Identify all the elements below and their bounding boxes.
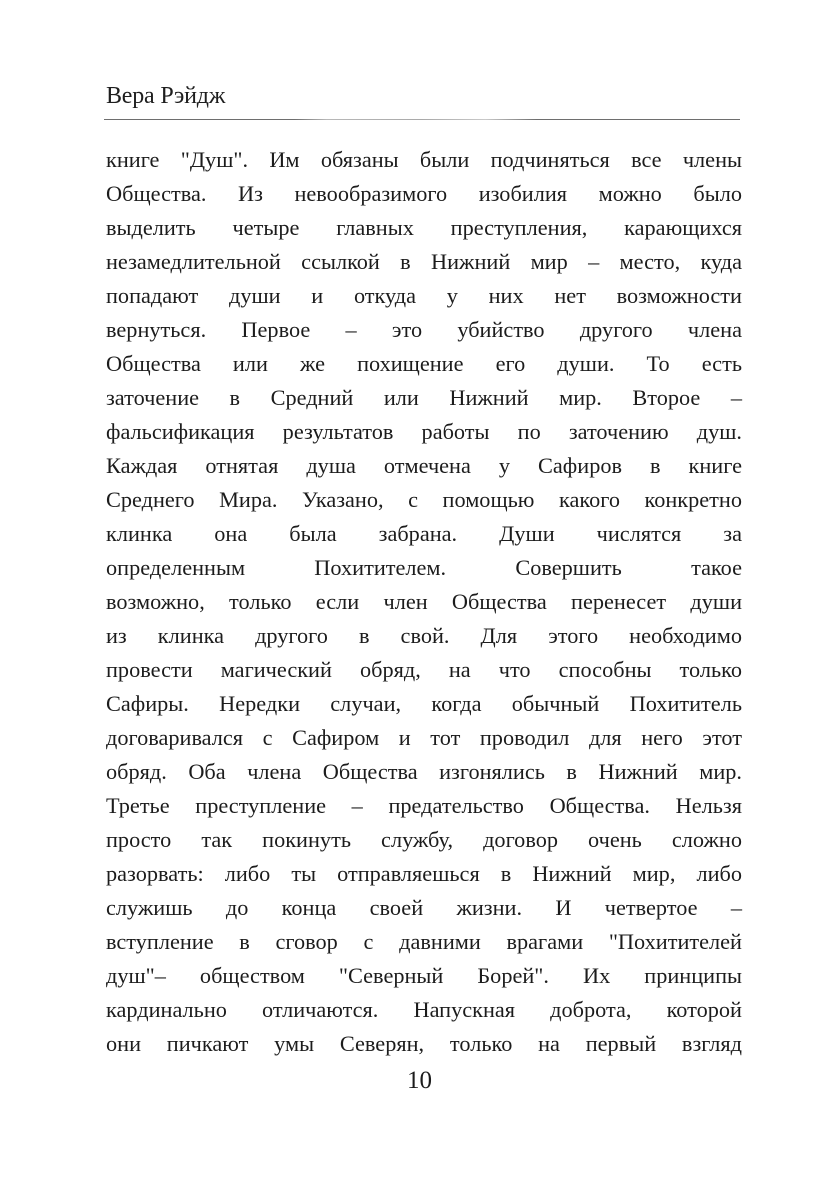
text-line: Общества. Из невообразимого изобилия можно было: [106, 181, 742, 206]
text-line: кардинально отличаются. Напускная доброта, которой: [106, 997, 742, 1022]
text-line: Каждая отнятая душа отмечена у Сафиров в книге: [106, 453, 742, 478]
page-number: 10: [407, 1067, 432, 1094]
text-line: Среднего Мира. Указано, с помощью какого конкретно: [106, 487, 742, 512]
text-line: служишь до конца своей жизни. И четвертое –: [106, 895, 742, 920]
text-line: вернуться. Первое – это убийство другого члена: [106, 317, 742, 342]
text-line: клинка она была забрана. Души числятся за: [106, 521, 742, 546]
text-line: душ"– обществом "Северный Борей". Их принципы: [106, 963, 742, 988]
text-line: Сафиры. Нередки случаи, когда обычный Похититель: [106, 691, 742, 716]
text-line: просто так покинуть службу, договор очень сложно: [106, 827, 742, 852]
text-line: выделить четыре главных преступления, карающихся: [106, 215, 742, 240]
text-line: Общества или же похищение его души. То есть: [106, 351, 742, 376]
text-line: возможно, только если член Общества перенесет души: [106, 589, 742, 614]
running-header-author: Вера Рэйдж: [106, 83, 226, 109]
text-line: из клинка другого в свой. Для этого необходимо: [106, 623, 742, 648]
page-body-text: [106, 143, 742, 1061]
text-line: они пичкают умы Северян, только на первый взгляд: [106, 1031, 742, 1056]
text-line: Третье преступление – предательство Общества. Нельзя: [106, 793, 742, 818]
text-line: незамедлительной ссылкой в Нижний мир – место, куда: [106, 249, 742, 274]
text-line: провести магический обряд, на что способны только: [106, 657, 742, 682]
text-line: вступление в сговор с давними врагами "Похитителей: [106, 929, 742, 954]
text-line: книге "Душ". Им обязаны были подчиняться все члены: [106, 147, 742, 172]
text-line: фальсификация результатов работы по заточению душ.: [106, 419, 742, 444]
text-line: попадают души и откуда у них нет возможности: [106, 283, 742, 308]
header-divider: [104, 119, 740, 120]
text-line: определенным Похитителем. Совершить такое: [106, 555, 742, 580]
text-line: разорвать: либо ты отправляешься в Нижний мир, либо: [106, 861, 742, 886]
text-line: договаривался с Сафиром и тот проводил для него этот: [106, 725, 742, 750]
text-line: обряд. Оба члена Общества изгонялись в Нижний мир.: [106, 759, 742, 784]
text-line: заточение в Средний или Нижний мир. Второе –: [106, 385, 742, 410]
